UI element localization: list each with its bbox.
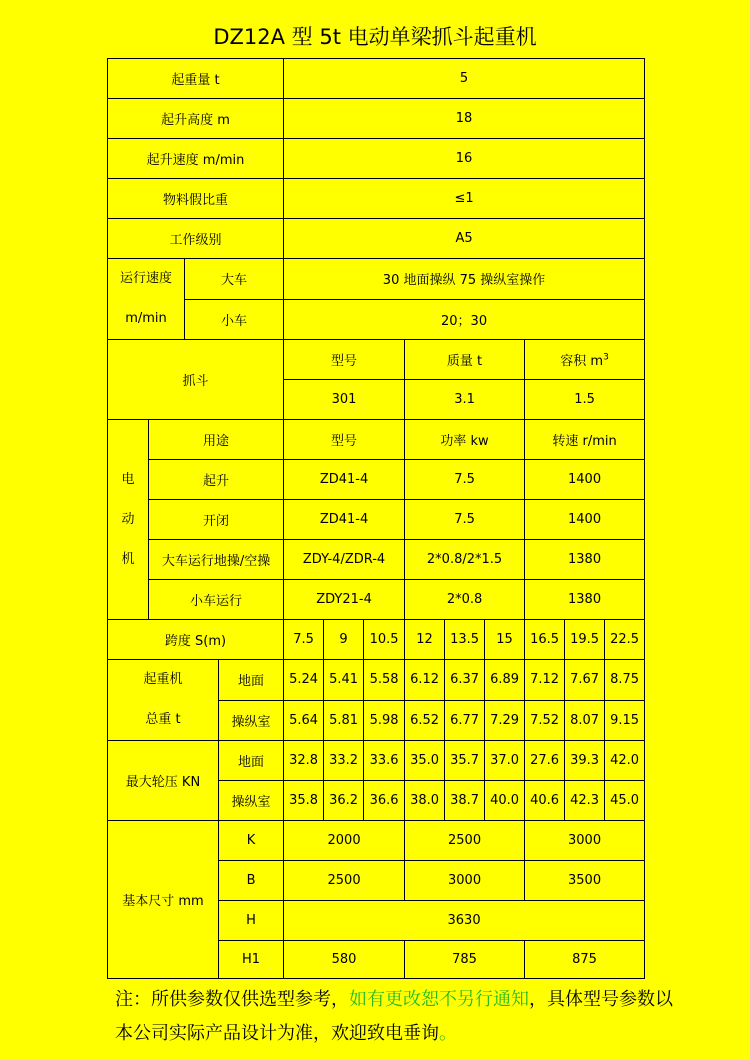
span-value: 15 [485,620,525,660]
spec-table [107,58,645,979]
weight-cell: 7.29 [485,700,525,741]
motor-cell: 1400 [525,460,645,500]
table-row [108,460,645,500]
weight-label-line1: 起重机 [143,672,183,687]
row-label: 起重量 t [108,59,284,99]
row-value: ≤1 [284,179,645,219]
table-row [108,219,645,259]
dims-cell: 875 [525,941,645,979]
footnote-period: 。 [439,1023,457,1044]
dims-cell: 3500 [525,861,645,901]
dims-cell: 580 [284,941,405,979]
span-value: 9 [324,620,364,660]
wheel-cell: 35.8 [284,781,324,821]
dims-label: 基本尺寸 mm [108,821,219,979]
wheel-cell: 42.0 [605,741,645,781]
weight-cell: 8.07 [565,700,605,741]
table-row [108,500,645,540]
span-value: 19.5 [565,620,605,660]
weight-cell: 7.12 [525,660,565,701]
motor-label-char: 动 [121,511,135,527]
table-row [108,299,645,340]
weight-label-line2: 总重 t [145,712,181,727]
row-label: 工作级别 [108,219,284,259]
motor-label-char: 机 [121,551,135,567]
wheel-cabin-label: 操纵室 [219,781,284,821]
row-value: 18 [284,99,645,139]
wheel-label: 最大轮压 KN [108,741,219,821]
grab-header [525,340,645,380]
grab-volume-header: 容积 m [560,354,604,369]
span-value: 13.5 [445,620,485,660]
row-value: 5 [284,59,645,99]
weight-cell: 5.64 [284,700,324,741]
wheel-ground-label: 地面 [219,741,284,781]
motor-label-char: 电 [121,471,135,487]
motor-header: 型号 [284,420,405,460]
dims-cell: 2000 [284,821,405,861]
weight-cell: 9.15 [605,700,645,741]
motor-header: 功率 kw [405,420,525,460]
weight-cell: 6.12 [405,660,445,701]
wheel-cell: 33.2 [324,741,364,781]
crane-travel-value: 30 地面操纵 75 操纵室操作 [284,259,645,300]
dims-cell: 785 [405,941,525,979]
weight-cabin-label: 操纵室 [219,700,284,741]
wheel-cell: 33.6 [364,741,405,781]
dims-cell: 3000 [525,821,645,861]
wheel-cell: 38.0 [405,781,445,821]
motor-cell: 7.5 [405,500,525,540]
weight-cell: 5.81 [324,700,364,741]
grab-volume-sup: 3 [603,352,609,363]
motor-cell: 起升 [149,460,284,500]
weight-cell: 7.67 [565,660,605,701]
motor-cell: 2*0.8 [405,580,525,620]
table-row [108,259,645,300]
wheel-cell: 38.7 [445,781,485,821]
dims-cell: 2500 [405,821,525,861]
table-row [108,179,645,219]
table-row [108,340,645,380]
weight-cell: 6.77 [445,700,485,741]
weight-cell: 5.98 [364,700,405,741]
travel-label-line2: m/min [125,311,167,326]
weight-cell: 5.58 [364,660,405,701]
span-label: 跨度 S(m) [108,620,284,660]
weight-cell: 5.24 [284,660,324,701]
grab-header: 型号 [284,340,405,380]
motor-cell: 1380 [525,580,645,620]
motor-cell: ZD41-4 [284,460,405,500]
dims-b-label: B [219,861,284,901]
motor-cell: 小车运行 [149,580,284,620]
motor-cell: 7.5 [405,460,525,500]
motor-cell: 2*0.8/2*1.5 [405,540,525,580]
motor-cell: 大车运行地操/空操 [149,540,284,580]
table-row [108,59,645,99]
grab-value: 1.5 [525,380,645,420]
wheel-cell: 40.6 [525,781,565,821]
travel-label-line1: 运行速度 [119,271,172,286]
motor-cell: 开闭 [149,500,284,540]
motor-header: 转速 r/min [525,420,645,460]
row-label: 物料假比重 [108,179,284,219]
grab-header: 质量 t [405,340,525,380]
span-value: 10.5 [364,620,405,660]
trolley-travel-label: 小车 [185,299,284,340]
motor-cell: 1400 [525,500,645,540]
page-title: DZ12A 型 5t 电动单梁抓斗起重机 [213,25,537,49]
weight-cell: 6.89 [485,660,525,701]
motor-header: 用途 [149,420,284,460]
table-row [108,741,645,781]
motor-cell: ZDY-4/ZDR-4 [284,540,405,580]
weight-cell: 6.52 [405,700,445,741]
grab-value: 301 [284,380,405,420]
table-row [108,620,645,660]
motor-cell: ZD41-4 [284,500,405,540]
span-value: 22.5 [605,620,645,660]
grab-label: 抓斗 [108,340,284,420]
dims-cell: 2500 [284,861,405,901]
span-value: 12 [405,620,445,660]
weight-cell: 5.41 [324,660,364,701]
wheel-cell: 45.0 [605,781,645,821]
table-row [108,420,645,460]
motor-cell: ZDY21-4 [284,580,405,620]
wheel-cell: 37.0 [485,741,525,781]
motor-cell: 1380 [525,540,645,580]
crane-travel-label: 大车 [185,259,284,300]
table-row [108,660,645,701]
travel-speed-label [108,259,185,340]
trolley-travel-value: 20；30 [284,299,645,340]
wheel-cell: 36.6 [364,781,405,821]
footnote-text: 注：所供参数仅供选型参考， [115,989,349,1010]
wheel-cell: 42.3 [565,781,605,821]
table-row [108,99,645,139]
weight-cell: 6.37 [445,660,485,701]
grab-value: 3.1 [405,380,525,420]
weight-ground-label: 地面 [219,660,284,701]
wheel-cell: 27.6 [525,741,565,781]
footnote-highlight: 如有更改恕不另行通知 [349,989,529,1010]
dims-k-label: K [219,821,284,861]
row-value: A5 [284,219,645,259]
dims-h-label: H [219,901,284,941]
row-label: 起升高度 m [108,99,284,139]
table-row [108,821,645,861]
wheel-cell: 32.8 [284,741,324,781]
row-value: 16 [284,139,645,179]
table-row [108,540,645,580]
weight-label [108,660,219,741]
wheel-cell: 39.3 [565,741,605,781]
wheel-cell: 40.0 [485,781,525,821]
span-value: 7.5 [284,620,324,660]
footnote-text: ，具体型号参数以本公司实际产品设计为准，欢迎致电垂询 [115,989,673,1044]
span-value: 16.5 [525,620,565,660]
footnote [115,983,675,1051]
table-row [108,139,645,179]
wheel-cell: 35.7 [445,741,485,781]
dims-cell: 3000 [405,861,525,901]
table-row [108,580,645,620]
dims-h1-label: H1 [219,941,284,979]
wheel-cell: 36.2 [324,781,364,821]
motor-label [108,420,149,620]
weight-cell: 7.52 [525,700,565,741]
weight-cell: 8.75 [605,660,645,701]
dims-cell: 3630 [284,901,645,941]
row-label: 起升速度 m/min [108,139,284,179]
wheel-cell: 35.0 [405,741,445,781]
